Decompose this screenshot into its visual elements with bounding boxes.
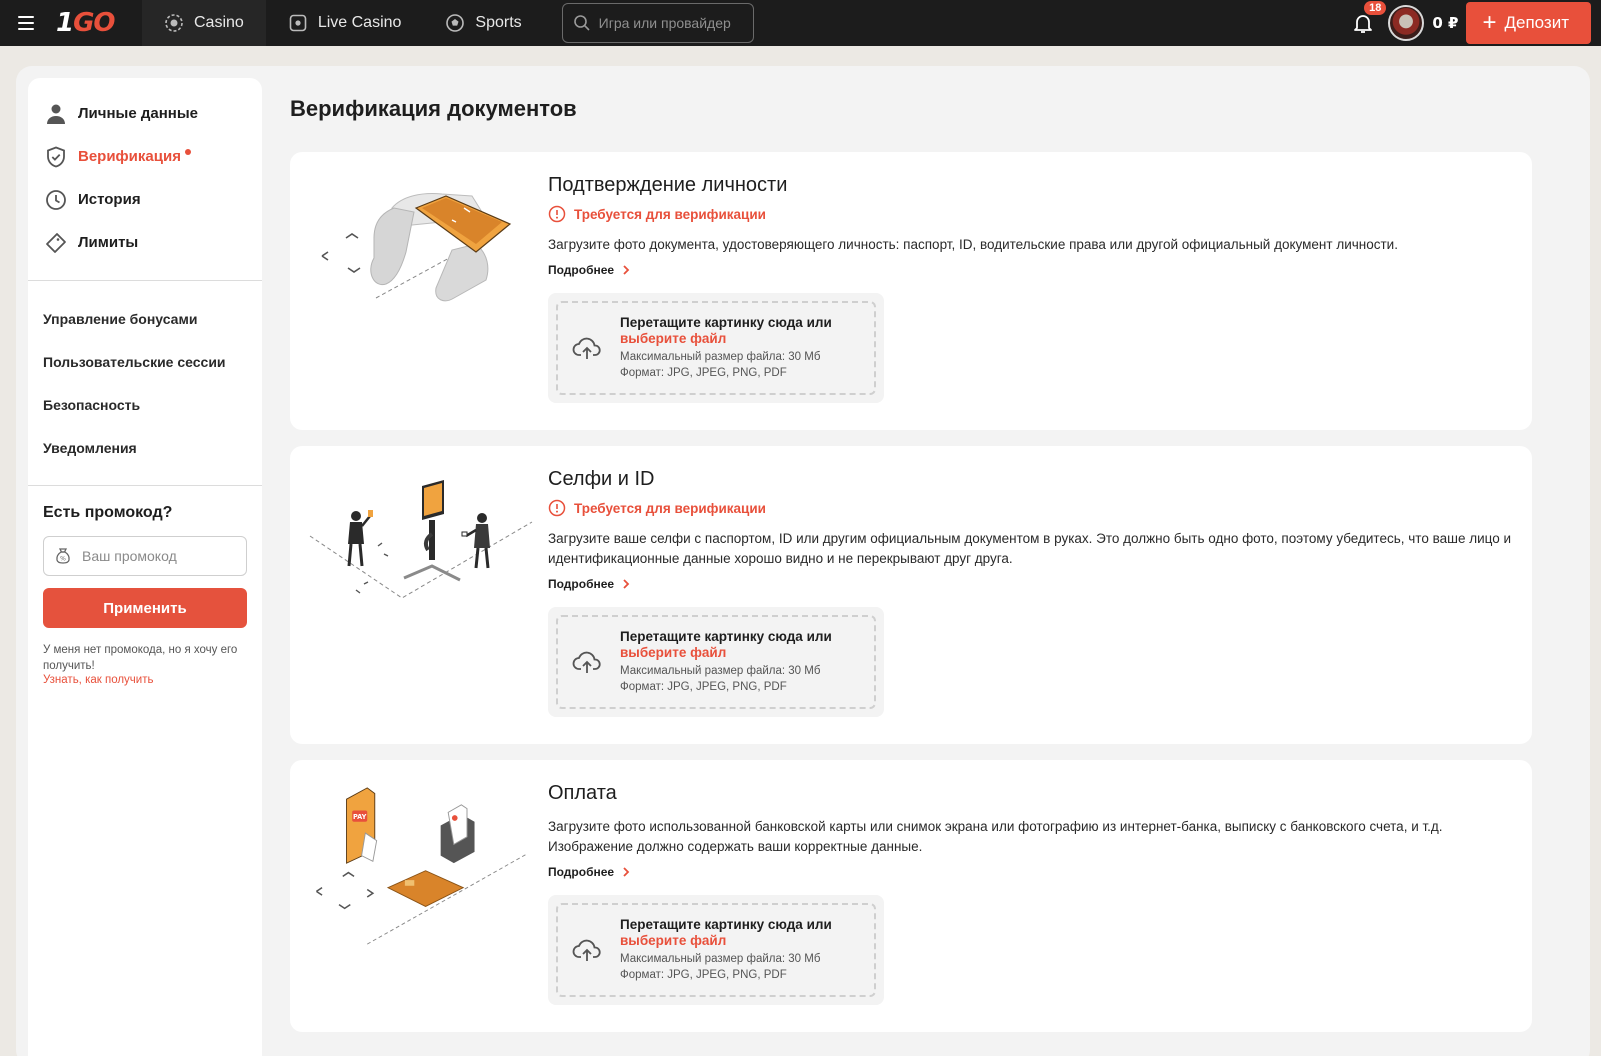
chevron-right-icon xyxy=(622,578,630,590)
main-nav xyxy=(142,0,544,46)
sidebar-item-verification[interactable]: Верификация xyxy=(28,135,262,178)
card-description: Загрузите ваше селфи с паспортом, ID или другим официальным документом в руках. Это должно быть одно фото, поэтому убедитесь, что ваше лицо и идентификационные данные хорошо видно и не перекрывают друг друга. xyxy=(548,531,1511,566)
top-bar xyxy=(0,0,1601,46)
nav-live-casino[interactable]: Live Casino xyxy=(266,0,424,46)
info-icon xyxy=(548,499,566,517)
promo-field[interactable] xyxy=(43,536,247,576)
sidebar-item-limits[interactable]: Лимиты xyxy=(28,221,262,264)
chevron-right-icon xyxy=(622,264,630,276)
user-icon xyxy=(44,102,68,126)
sidebar-item-user-sessions[interactable]: Пользовательские сессии xyxy=(43,353,226,370)
upload-dropzone[interactable] xyxy=(548,895,884,1005)
verification-card-selfie xyxy=(290,446,1532,744)
promo-info-link[interactable]: Узнать, как получить xyxy=(43,674,154,686)
upload-drag-text: Перетащите картинку сюда или xyxy=(620,917,832,932)
required-notice: Требуется для верификации xyxy=(548,205,1518,223)
sidebar-item-notifications[interactable]: Уведомления xyxy=(43,439,137,456)
soccer-ball-icon xyxy=(445,13,465,33)
search-icon xyxy=(573,14,591,32)
upload-area[interactable] xyxy=(556,903,876,997)
selfie-id-illustration xyxy=(304,474,534,634)
more-link[interactable]: Подробнее xyxy=(548,577,1518,591)
page-title: Верификация документов xyxy=(290,96,577,121)
notification-count-badge: 18 xyxy=(1364,1,1386,15)
id-document-illustration xyxy=(304,168,534,328)
choose-file-link[interactable]: выберите файл xyxy=(620,331,727,346)
upload-max-size: Максимальный размер файла: 30 Мб xyxy=(620,665,821,677)
chevron-right-icon xyxy=(622,866,630,878)
svg-text:%: % xyxy=(60,555,66,563)
shield-check-icon xyxy=(44,145,68,169)
cloud-upload-icon xyxy=(572,937,602,963)
upload-drag-text: Перетащите картинку сюда или xyxy=(620,629,832,644)
choose-file-link[interactable]: выберите файл xyxy=(620,933,727,948)
cloud-upload-icon xyxy=(572,649,602,675)
money-bag-icon xyxy=(54,547,72,565)
search-box[interactable] xyxy=(562,3,754,43)
upload-max-size: Максимальный размер файла: 30 Мб xyxy=(620,953,821,965)
card-description: Загрузите фото документа, удостоверяющего личность: паспорт, ID, водительские права или другой официальный документ личности. xyxy=(548,237,1398,252)
more-link[interactable]: Подробнее xyxy=(548,263,1518,277)
sidebar-item-personal-data[interactable]: Личные данные xyxy=(28,92,262,135)
balance: 0 ₽ xyxy=(1432,14,1459,32)
sidebar-item-history[interactable]: История xyxy=(28,178,262,221)
phone-stand xyxy=(404,480,460,580)
ticket-icon xyxy=(44,231,68,255)
upload-area[interactable] xyxy=(556,615,876,709)
unread-dot xyxy=(185,149,191,155)
nav-casino[interactable]: Casino xyxy=(142,0,266,46)
search-input[interactable] xyxy=(599,15,739,31)
promo-note: У меня нет промокода, но я хочу его получить! xyxy=(43,644,238,672)
choose-file-link[interactable]: выберите файл xyxy=(620,645,727,660)
menu-icon[interactable] xyxy=(0,0,52,46)
required-notice: Требуется для верификации xyxy=(548,499,1518,517)
cloud-upload-icon xyxy=(572,335,602,361)
promo-title: Есть промокод? xyxy=(43,504,173,521)
upload-formats: Формат: JPG, JPEG, PNG, PDF xyxy=(620,367,787,379)
info-icon xyxy=(548,205,566,223)
svg-text:PAY: PAY xyxy=(352,812,367,821)
deposit-button[interactable]: + Депозит xyxy=(1466,2,1591,44)
person-left xyxy=(348,510,373,566)
card-title: Подтверждение личности xyxy=(548,174,788,196)
promo-code-input[interactable] xyxy=(82,548,232,564)
notifications-button[interactable] xyxy=(1344,0,1382,46)
sidebar-item-security[interactable]: Безопасность xyxy=(43,396,141,413)
card-description: Загрузите фото использованной банковской карты или снимок экрана или фотографию из интернет-банка, выписку с банковского счета, и т.д. Изображение должно содержать ваши корректные данные. xyxy=(548,819,1443,854)
upload-drag-text: Перетащите картинку сюда или xyxy=(620,315,832,330)
verification-card-identity xyxy=(290,152,1532,430)
plus-icon: + xyxy=(1482,9,1497,36)
live-dice-icon xyxy=(288,13,308,33)
upload-area[interactable] xyxy=(556,301,876,395)
avatar[interactable] xyxy=(1388,5,1424,41)
upload-formats: Формат: JPG, JPEG, PNG, PDF xyxy=(620,969,787,981)
card-title: Оплата xyxy=(548,782,617,804)
person-right xyxy=(462,513,490,568)
sidebar-item-bonus-management[interactable]: Управление бонусами xyxy=(43,310,198,327)
apply-promo-button[interactable]: Применить xyxy=(43,588,247,628)
upload-dropzone[interactable] xyxy=(548,293,884,403)
clock-icon xyxy=(44,188,68,212)
upload-max-size: Максимальный размер файла: 30 Мб xyxy=(620,351,821,363)
card-title: Селфи и ID xyxy=(548,468,655,490)
upload-dropzone[interactable] xyxy=(548,607,884,717)
sidebar xyxy=(28,78,262,1056)
nav-sports[interactable]: Sports xyxy=(423,0,543,46)
casino-chip-icon xyxy=(164,13,184,33)
upload-formats: Формат: JPG, JPEG, PNG, PDF xyxy=(620,681,787,693)
more-link[interactable]: Подробнее xyxy=(548,865,1518,879)
verification-card-payment xyxy=(290,760,1532,1032)
payment-illustration xyxy=(304,786,534,946)
promo-section xyxy=(28,486,262,686)
logo[interactable]: 1GO xyxy=(56,8,115,38)
